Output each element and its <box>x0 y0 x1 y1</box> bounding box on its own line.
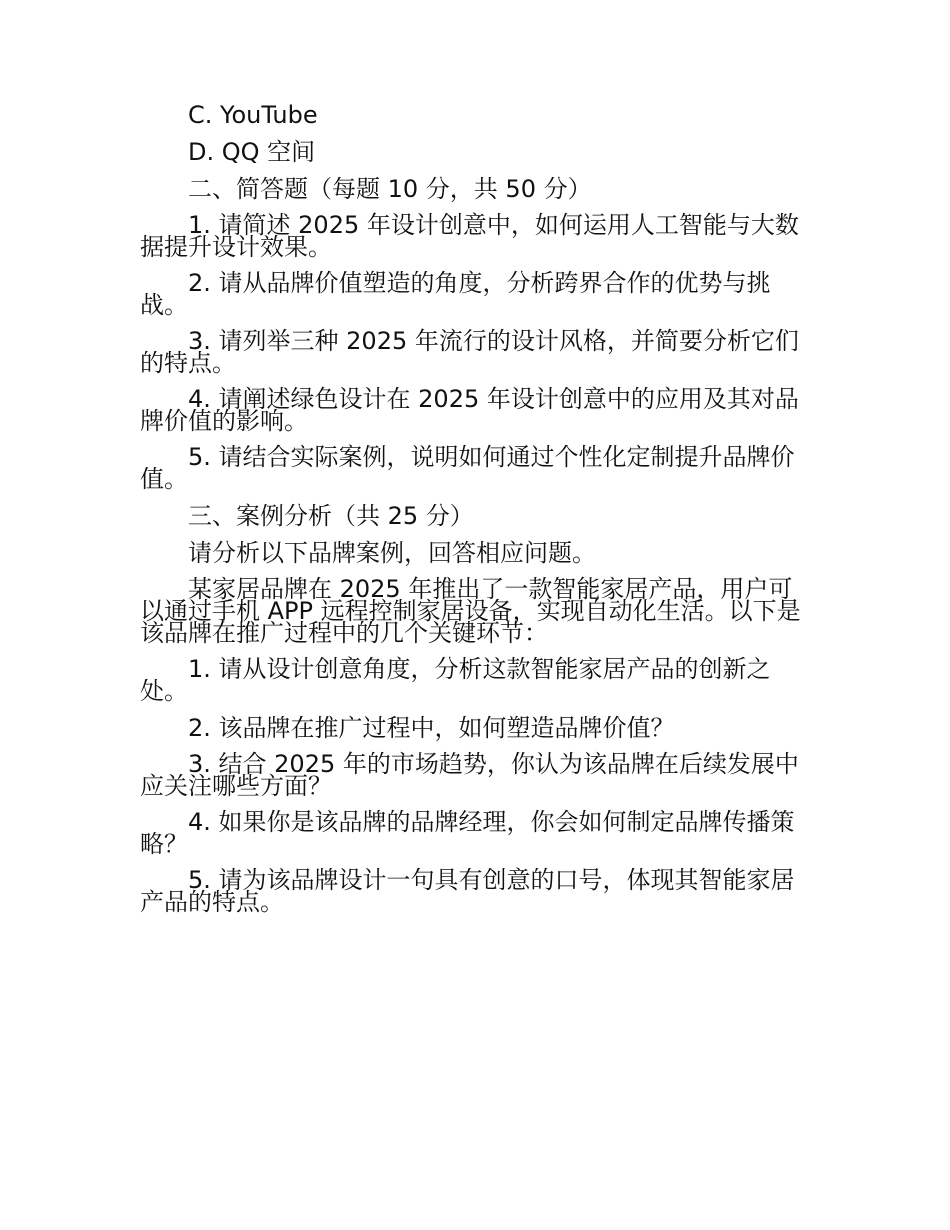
case-question-2: 2. 该品牌在推广过程中，如何塑造品牌价值？ <box>188 714 675 742</box>
option-d: D. QQ 空间 <box>188 138 316 166</box>
case-question-4: 4. 如果你是该品牌的品牌经理，你会如何制定品牌传播策略？ <box>140 808 795 858</box>
case-description: 某家居品牌在 2025 年推出了一款智能家居产品，用户可以通过手机 APP 远程控制家居设备，实现自动化生活。以下是该品牌在推广过程中的几个关键环节： <box>140 575 801 647</box>
case-question-1: 1. 请从设计创意角度，分析这款智能家居产品的创新之处。 <box>140 655 771 705</box>
section-heading-short-answer: 二、简答题（每题 10 分，共 50 分） <box>188 175 592 203</box>
case-instruction: 请分析以下品牌案例，回答相应问题。 <box>188 539 596 567</box>
short-answer-question-1: 1. 请简述 2025 年设计创意中，如何运用人工智能与大数据提升设计效果。 <box>140 211 799 261</box>
case-question-3: 3. 结合 2025 年的市场趋势，你认为该品牌在后续发展中应关注哪些方面？ <box>140 750 799 800</box>
section-heading-case-analysis: 三、案例分析（共 25 分） <box>188 502 474 530</box>
case-question-5: 5. 请为该品牌设计一句具有创意的口号，体现其智能家居产品的特点。 <box>140 866 795 916</box>
short-answer-question-5: 5. 请结合实际案例，说明如何通过个性化定制提升品牌价值。 <box>140 443 795 493</box>
short-answer-question-4: 4. 请阐述绿色设计在 2025 年设计创意中的应用及其对品牌价值的影响。 <box>140 385 799 435</box>
option-c: C. YouTube <box>188 101 318 129</box>
short-answer-question-3: 3. 请列举三种 2025 年流行的设计风格，并简要分析它们的特点。 <box>140 327 799 377</box>
short-answer-question-2: 2. 请从品牌价值塑造的角度，分析跨界合作的优势与挑战。 <box>140 269 771 319</box>
document-body <box>140 103 812 927</box>
